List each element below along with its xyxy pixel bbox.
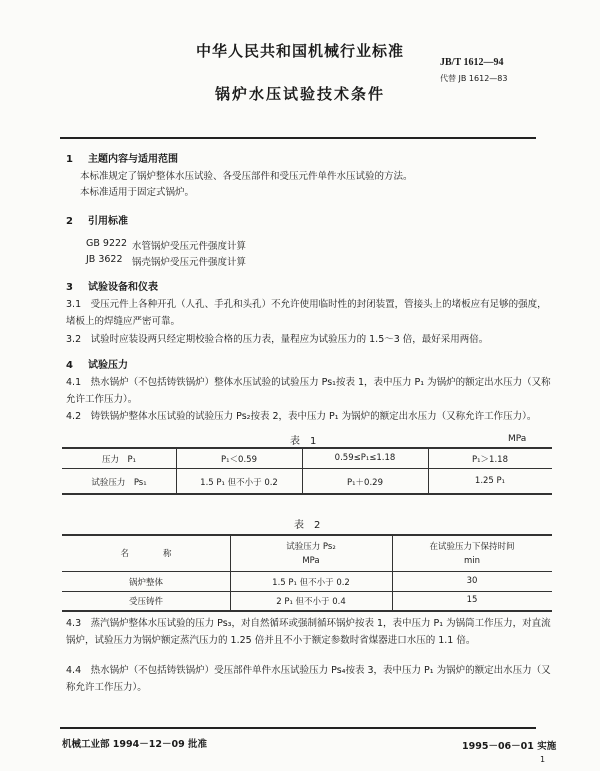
table-cell: 受压铸件 (128, 597, 163, 607)
reference-title: 水管锅炉受压元件强度计算 (132, 241, 247, 252)
table-cell: 压力 P₁ (101, 455, 137, 465)
table-cell: 1.5 P₁ 但不小于 0.2 (200, 478, 278, 488)
table-cell: 0.59≤P₁≤1.18 (334, 453, 396, 463)
section-title: 试验设备和仪表 (88, 282, 158, 293)
section-number: 3 (66, 282, 73, 293)
section-title: 主题内容与适用范围 (88, 154, 178, 165)
page-number: 1 (540, 755, 546, 764)
clause-3-2: 3.2 试验时应装设两只经定期校验合格的压力表，量程应为试验压力的 1.5～3 倍，最好采用两倍。 (66, 334, 489, 345)
section-1-heading (66, 150, 178, 165)
header-divider (60, 137, 536, 139)
clause-4-4: 4.4 热水锅炉（不包括铸铁锅炉）受压部件单件水压试验压力 Ps₄按表 3，表中压力 P₁ 为锅炉的额定出水压力（又称允许工作压力）。 (66, 665, 551, 693)
section-4-heading (66, 356, 128, 371)
table-header-cell: 试验压力 Ps₂ (286, 542, 336, 552)
table-header-cell: 在试验压力下保持时间 (429, 542, 515, 552)
reference-code: JB 3622 (86, 254, 123, 265)
section-number: 4 (66, 360, 73, 371)
clause-4-1: 4.1 热水锅炉（不包括铸铁锅炉）整体水压试验的试验压力 Ps₁按表 1，表中压力 P₁ 为锅炉的额定出水压力（又称允许工作压力）。 (66, 377, 551, 405)
table-cell: 1.5 P₁ 但不小于 0.2 (272, 578, 350, 588)
table-cell: 试验压力 Ps₁ (91, 478, 147, 488)
table-header-cell: 名 称 (120, 549, 172, 559)
table-cell: P₁＞1.18 (472, 455, 508, 465)
section-title: 试验压力 (88, 360, 128, 371)
table-header-cell: min (463, 556, 481, 566)
table-cell: 15 (466, 595, 478, 605)
table-cell: 2 P₁ 但不小于 0.4 (276, 597, 346, 607)
table-cell: P₁＋0.29 (347, 478, 383, 488)
table-cell: 1.25 P₁ (474, 476, 506, 486)
clause-4-3: 4.3 蒸汽锅炉整体水压试验的压力 Ps₃，对自然循环或强制循环锅炉按表 1，表中压力 P₁ 为锅筒工作压力，对直流锅炉，试验压力为锅炉额定蒸汽压力的 1.25 倍并且不小于额定参数时省煤器进口水压的 1.1 倍。 (66, 618, 551, 646)
table-2-caption: 表 2 (294, 520, 321, 531)
section-number: 1 (66, 154, 73, 165)
table-cell: 30 (466, 576, 478, 586)
table-cell: 锅炉整体 (128, 578, 163, 588)
clause-3-1: 3.1 受压元件上各种开孔（人孔、手孔和头孔）不允许使用临时性的封闭装置，管接头上的堵板应有足够的强度，堵板上的焊缝应严密可靠。 (66, 299, 547, 327)
section-3-heading (66, 278, 158, 293)
table-1-unit: MPa (508, 434, 527, 444)
table-1-caption: 表 1 (290, 436, 317, 447)
section-2-heading (66, 212, 128, 227)
effective-date: 1995－06－01 实施 (462, 741, 557, 752)
section-title: 引用标准 (88, 216, 128, 227)
paragraph: 本标准适用于固定式锅炉。 (80, 187, 195, 198)
standard-code: JB/T 1612—94 (440, 57, 504, 68)
standard-category-title: 中华人民共和国机械行业标准 (195, 42, 404, 60)
reference-code: GB 9222 (86, 238, 128, 249)
section-number: 2 (66, 216, 73, 227)
paragraph: 本标准规定了锅炉整体水压试验、各受压部件和受压元件单件水压试验的方法。 (80, 171, 413, 182)
replaces-standard: 代替 JB 1612—83 (440, 74, 508, 83)
table-cell: P₁＜0.59 (221, 455, 257, 465)
approval-date: 机械工业部 1994－12－09 批准 (62, 739, 207, 750)
reference-title: 锅壳锅炉受压元件强度计算 (132, 257, 247, 268)
footer-divider (60, 727, 536, 729)
clause-4-2: 4.2 铸铁锅炉整体水压试验的试验压力 Ps₂按表 2，表中压力 P₁ 为锅炉的额定出水压力（又称允许工作压力）。 (66, 411, 537, 422)
table-header-cell: MPa (302, 556, 320, 566)
document-title: 锅炉水压试验技术条件 (214, 85, 385, 103)
